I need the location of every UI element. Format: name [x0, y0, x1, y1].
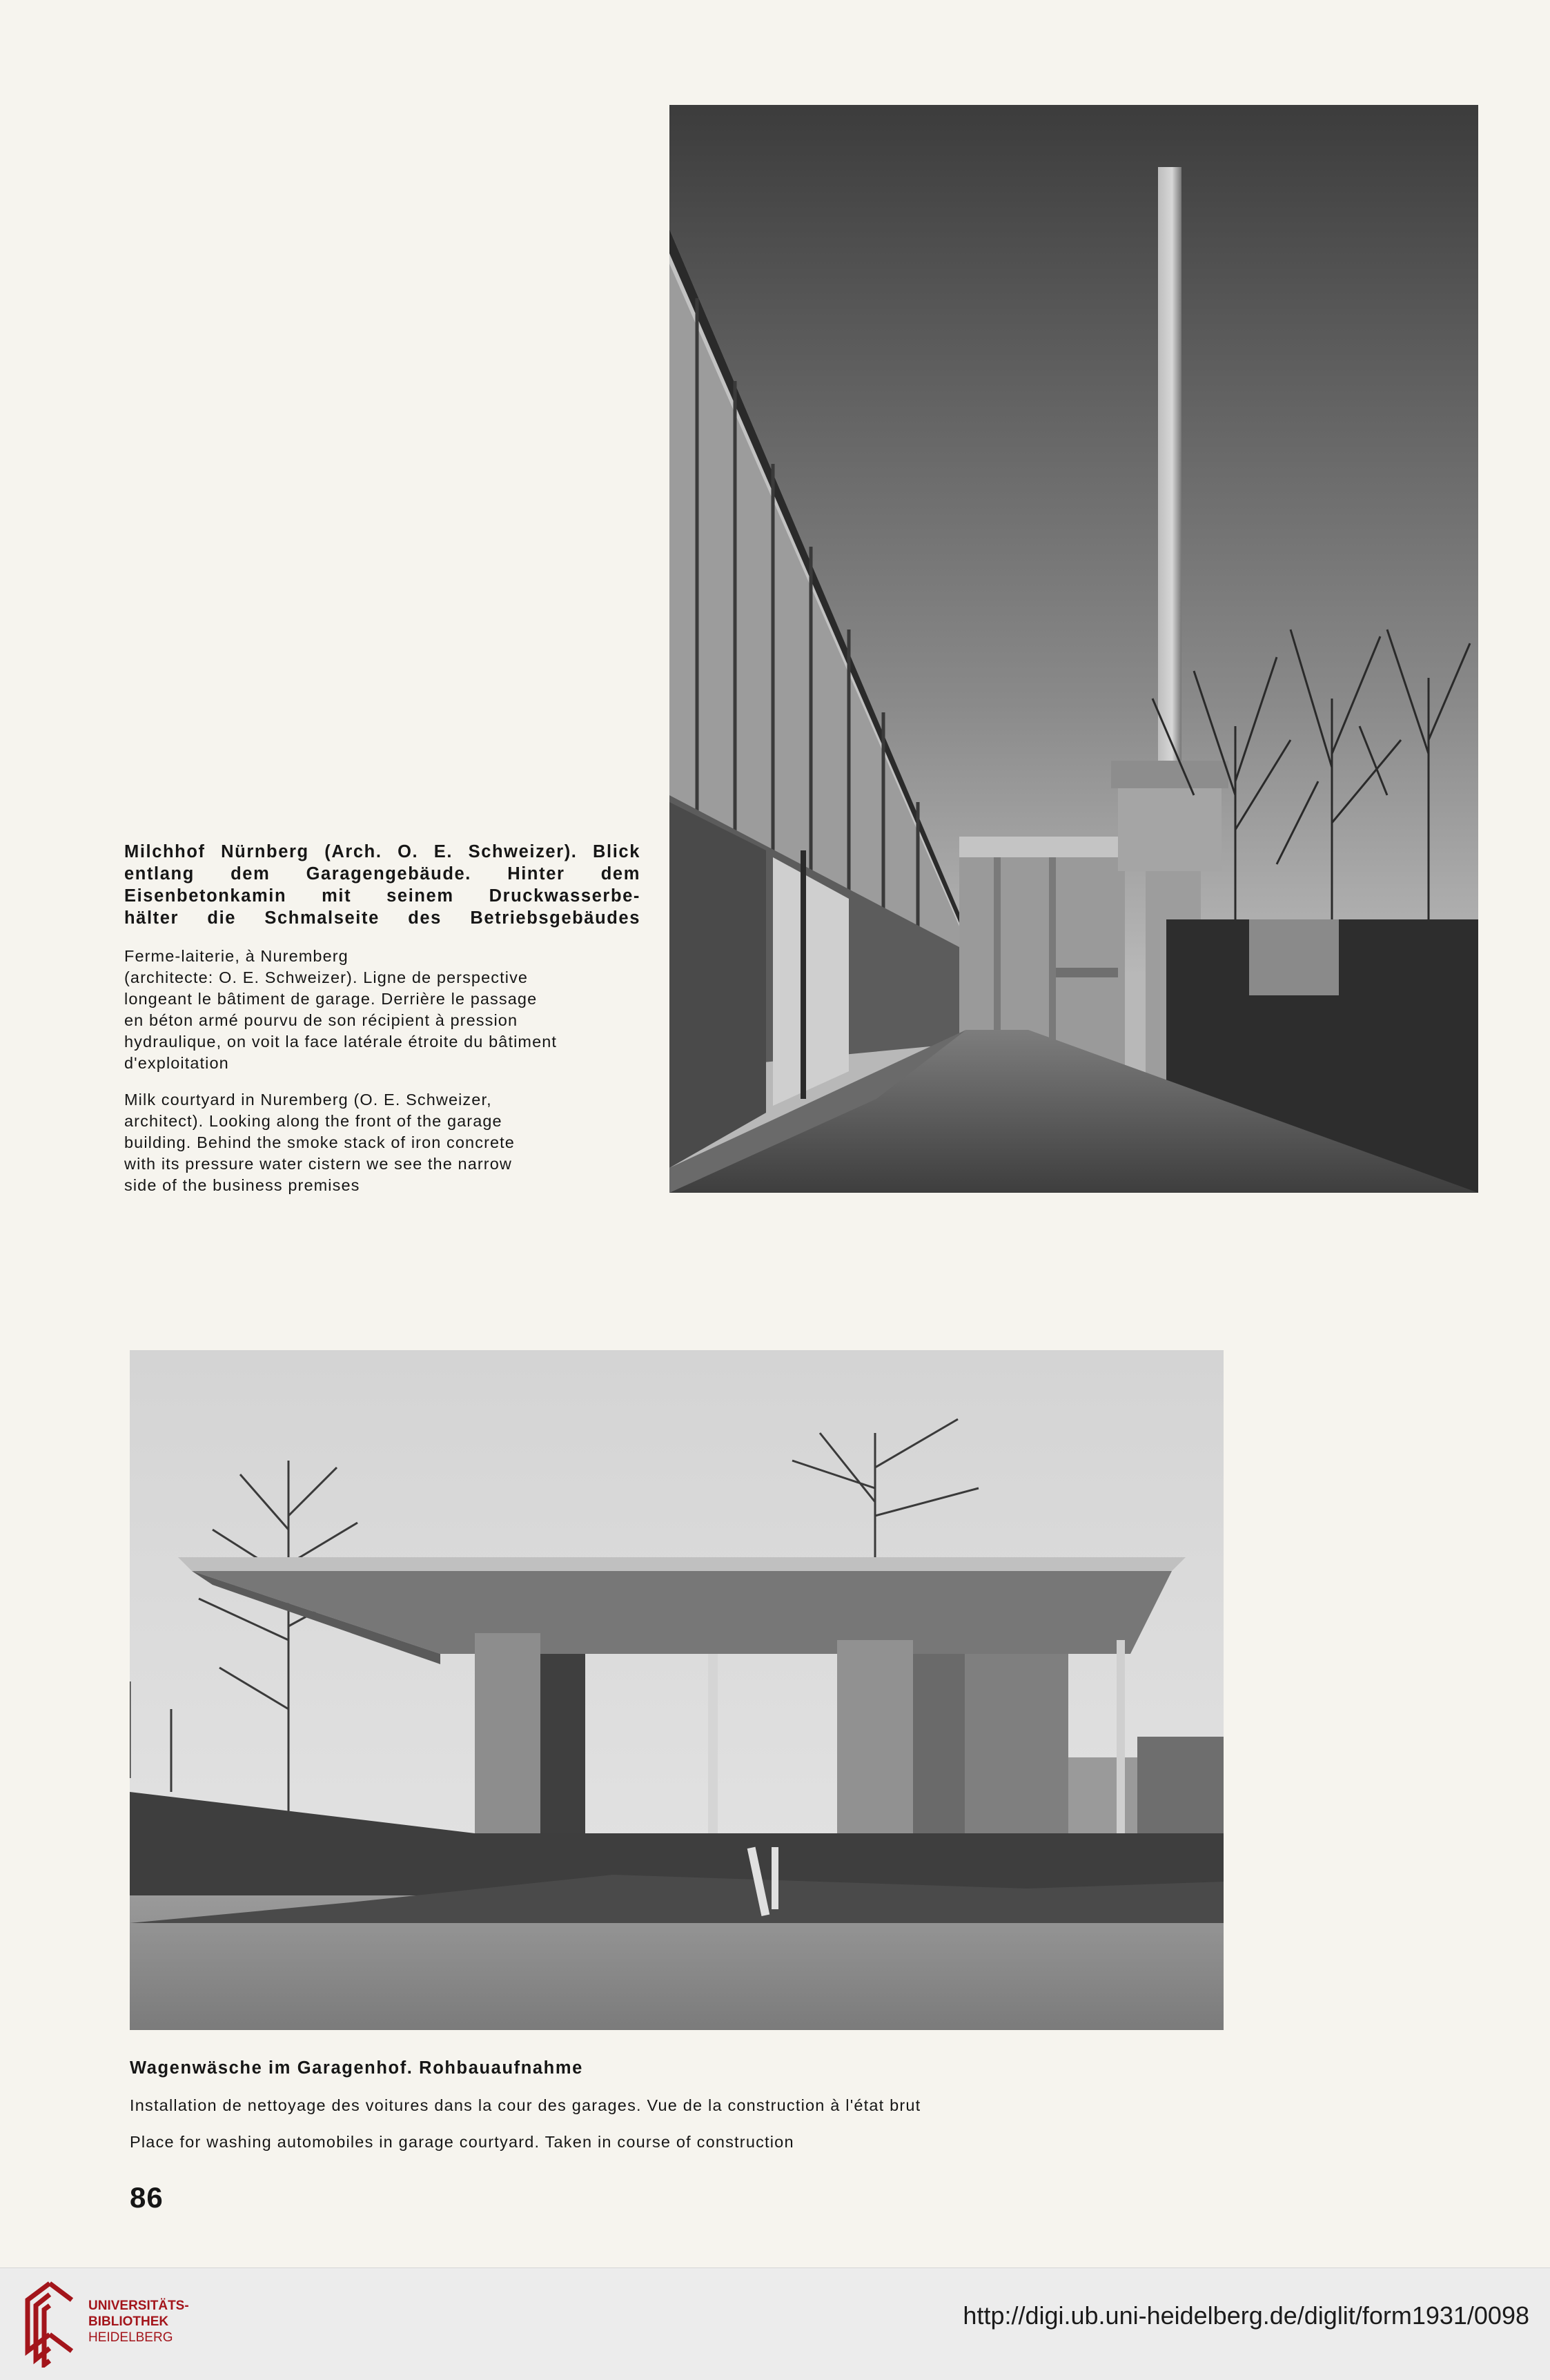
caption-top-english-line: with its pressure water cistern we see the narrow: [124, 1155, 512, 1173]
caption-top-german-line: Eisenbetonkamin mit seinem Druckwasserbe-: [124, 886, 640, 906]
caption-top-french-line: (architecte: O. E. Schweizer). Ligne de perspective: [124, 968, 529, 986]
caption-top-english-line: building. Behind the smoke stack of iron concrete: [124, 1133, 515, 1151]
photo-garage-building-drawing: [669, 105, 1478, 1193]
library-name-line: HEIDELBERG: [88, 2330, 173, 2345]
source-url-link[interactable]: http://digi.ub.uni-heidelberg.de/diglit/form1931/0098: [963, 2301, 1529, 2330]
caption-bottom-english: Place for washing automobiles in garage courtyard. Taken in course of construction: [130, 2133, 794, 2151]
page-number: 86: [130, 2181, 164, 2214]
caption-top-german-line: entlang dem Garagengebäude. Hinter dem: [124, 864, 640, 884]
caption-top-english-line: Milk courtyard in Nuremberg (O. E. Schweizer,: [124, 1091, 492, 1109]
library-logo-icon: [18, 2279, 81, 2368]
caption-top-english-line: side of the business premises: [124, 1176, 360, 1194]
caption-top-german: [124, 841, 640, 929]
caption-top-german-line: Milchhof Nürnberg (Arch. O. E. Schweizer). Blick: [124, 842, 640, 861]
photo-garage-building: [669, 105, 1478, 1193]
caption-top-french: [124, 946, 640, 1074]
caption-bottom: [130, 2058, 1206, 2152]
caption-top-french-line: longeant le bâtiment de garage. Derrière le passage: [124, 990, 538, 1008]
caption-bottom-german: Wagenwäsche im Garagenhof. Rohbauaufnahme: [130, 2058, 583, 2078]
caption-top-french-line: d'exploitation: [124, 1054, 229, 1072]
caption-top-english-line: architect). Looking along the front of the garage: [124, 1112, 502, 1130]
photo-car-wash-canopy-drawing: [130, 1350, 1224, 2030]
library-name: [88, 2298, 189, 2345]
caption-top-french-line: hydraulique, on voit la face latérale étroite du bâtiment: [124, 1033, 558, 1051]
library-name-line: BIBLIOTHEK: [88, 2314, 169, 2329]
caption-top-english: [124, 1089, 640, 1196]
photo-car-wash-canopy: [130, 1350, 1224, 2030]
caption-bottom-french: Installation de nettoyage des voitures dans la cour des garages. Vue de la construction à l'état brut: [130, 2096, 921, 2114]
library-footer: [0, 2267, 1550, 2380]
caption-top: [124, 841, 640, 1196]
library-name-line: UNIVERSITÄTS-: [88, 2299, 189, 2313]
caption-top-french-line: Ferme-laiterie, à Nuremberg: [124, 947, 349, 965]
caption-top-german-line: hälter die Schmalseite des Betriebsgebäudes: [124, 908, 640, 928]
caption-top-french-line: en béton armé pourvu de son récipient à pression: [124, 1011, 518, 1029]
